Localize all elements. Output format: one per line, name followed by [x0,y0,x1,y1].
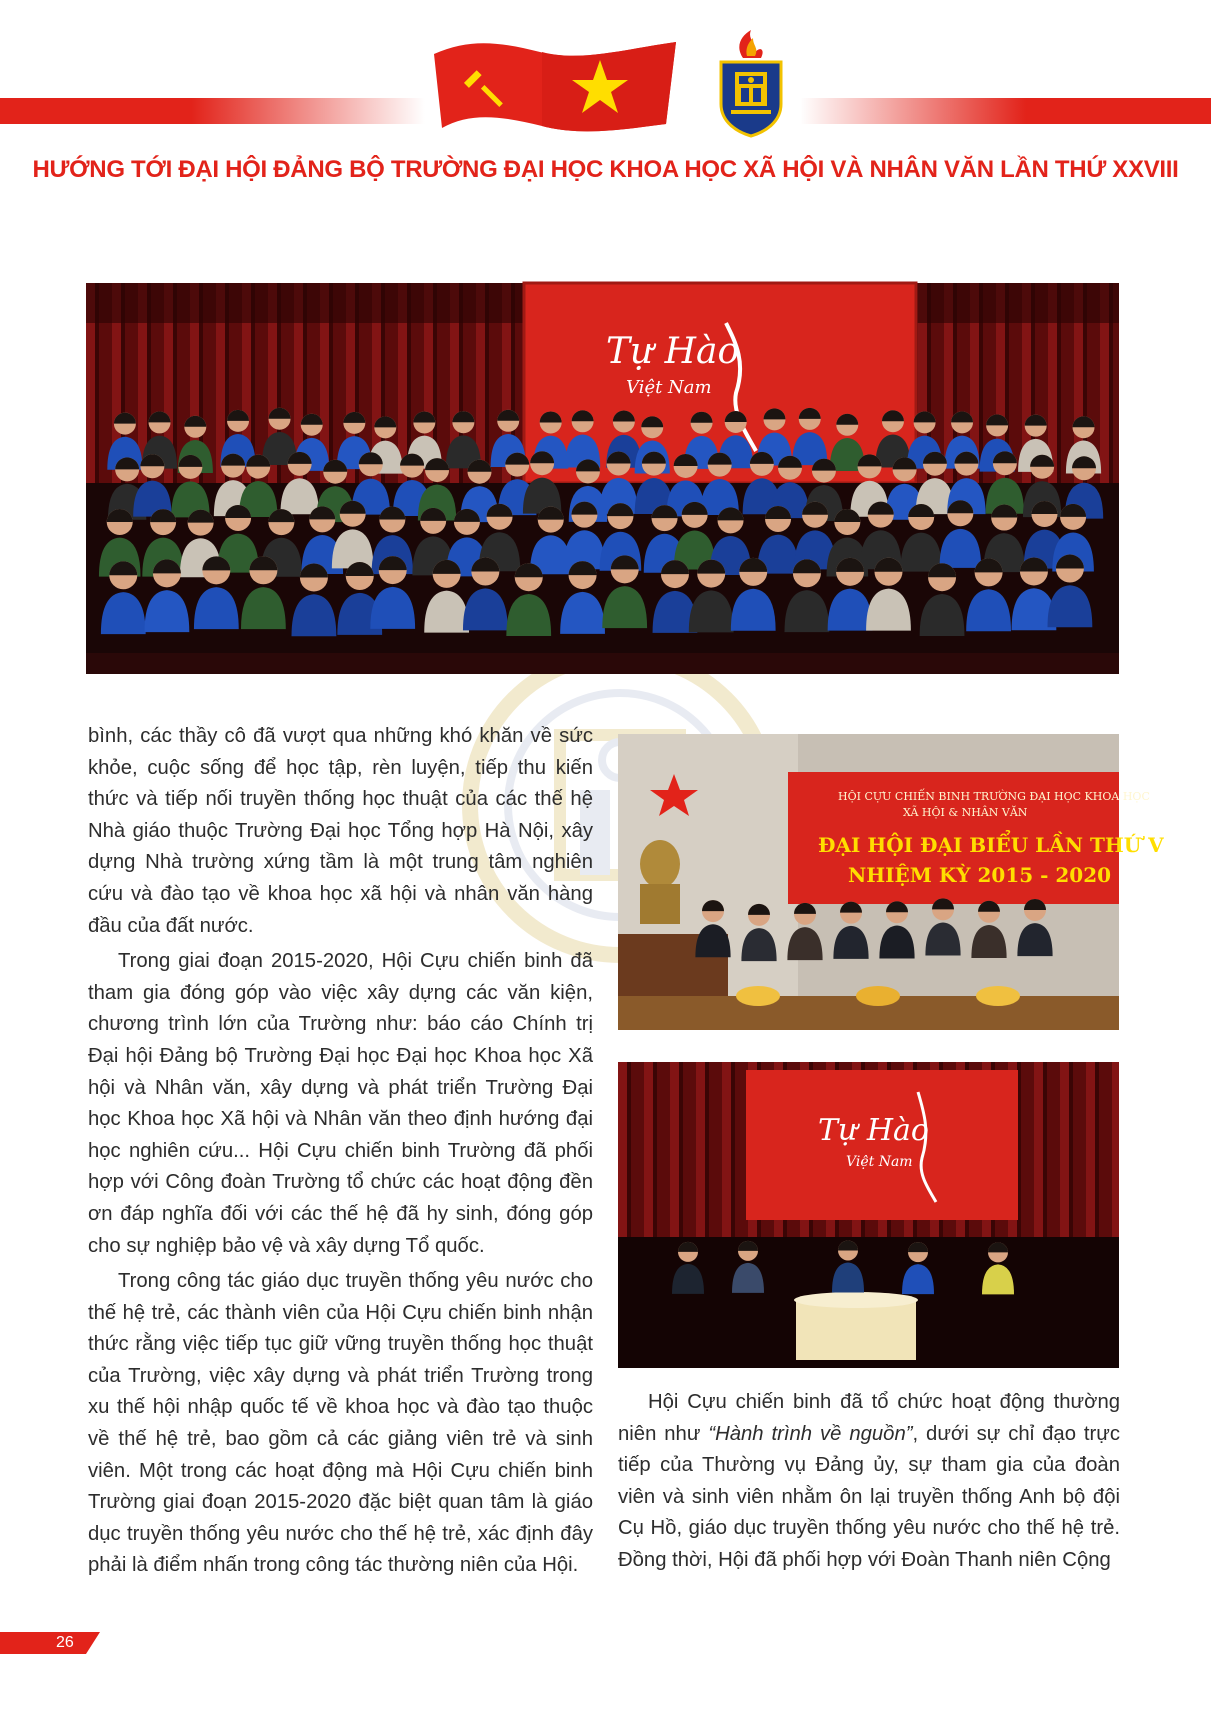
group-photo-main [86,283,1119,674]
article-left-column [88,721,593,1582]
banner-line-1: HỘI CỰU CHIẾN BINH TRƯỜNG ĐẠI HỌC KHOA HỌC [838,790,1150,803]
congress-photo [618,734,1164,1030]
paragraph-text-after: , dưới sự chỉ đạo trực tiếp của Thường vụ Đảng ủy, sự tham gia của đoàn viên và sinh viên nhằm ôn lại truyền thống Anh bộ đội Cụ Hồ, giáo dục truyền thống yêu nước cho thế hệ trẻ. Đồng thời, Hội đã phối hợp với Đoàn Thanh niên Cộng [618,1422,1121,1571]
article-paragraph: Trong công tác giáo dục truyền thống yêu nước cho thế hệ trẻ, các thành viên của Hội Cựu chiến binh nhận thức rằng việc tiếp tục giữ vững truyền thống học thuật của Trường, việc xây dựng và phát triển Trường trong xu thế hội nhập quốc tế về khoa học và đào tạo thuộc về thế hệ trẻ, bao gồm cả các giảng viên trẻ và sinh viên. Một trong các hoạt động mà Hội Cựu chiến binh Trường giai đoạn 2015-2020 đặc biệt quan tâm là giáo dục truyền thống yêu nước cho thế hệ trẻ, xác định đây phải là điểm nhấn trong công tác thường niên của Hội. [88,1270,593,1577]
article-paragraph: bình, các thầy cô đã vượt qua những khó khăn về sức khỏe, cuộc sống để học tập, rèn luyện, tiếp thu kiến thức và tiếp nối truyền thống học thuật của các thế hệ Nhà giáo thuộc Trường Đại học Tổng hợp Hà Nội, xây dựng Nhà trường xứng tầm là một trung tâm nghiên cứu và đào tạo về khoa học xã hội và nhân văn hàng đầu của đất nước. [88,725,593,937]
page-number: 26 [56,1634,74,1651]
article-paragraph: Trong giai đoạn 2015-2020, Hội Cựu chiến binh đã tham gia đóng góp vào việc xây dựng các văn kiện, chương trình lớn của Trường như: báo cáo Chính trị Đại hội Đảng bộ Trường Đại học Đại học Khoa học Xã hội và Nhân văn, xây dựng và phát triển Trường Đại học Khoa học Xã hội và Nhân văn theo định hướng đại học nghiên cứu... Hội Cựu chiến binh Trường đã phối hợp với Công đoàn Trường tổ chức các hoạt động đền ơn đáp nghĩa đối với các thế hệ đã hy sinh, đóng góp cho sự nghiệp bảo vệ và xây dựng Tổ quốc. [88,950,593,1257]
page-heading: HƯỚNG TỚI ĐẠI HỘI ĐẢNG BỘ TRƯỜNG ĐẠI HỌC KHOA HỌC XÃ HỘI VÀ NHÂN VĂN LẦN THỨ XXVIII [32,156,1179,183]
vietnam-party-flag-icon [430,32,680,140]
banner-line-4: NHIỆM KỲ 2015 - 2020 [848,863,1112,887]
header-band-left [0,98,425,124]
article-paragraph [618,1387,1120,1577]
screen-title-3: Tự Hào [818,1113,929,1148]
header-band-right [800,98,1211,124]
page-number-tab [0,1632,100,1654]
banner-line-2: XÃ HỘI & NHÂN VĂN [903,806,1028,819]
article-right-column [618,1387,1120,1577]
university-emblem-icon [717,28,785,136]
banner-line-3: ĐẠI HỘI ĐẠI BIỂU LẦN THỨ V [818,833,1164,857]
screen-title-2: Việt Nam [626,377,712,398]
activity-name: “Hành trình về nguồn” [708,1422,913,1445]
talk-show-photo [618,1062,1119,1368]
screen-title-4: Việt Nam [846,1154,913,1170]
screen-title-1: Tự Hào [606,331,740,372]
paragraph-text-before: Hội Cựu chiến binh đã tổ chức hoạt động thường niên như [618,1391,1120,1445]
